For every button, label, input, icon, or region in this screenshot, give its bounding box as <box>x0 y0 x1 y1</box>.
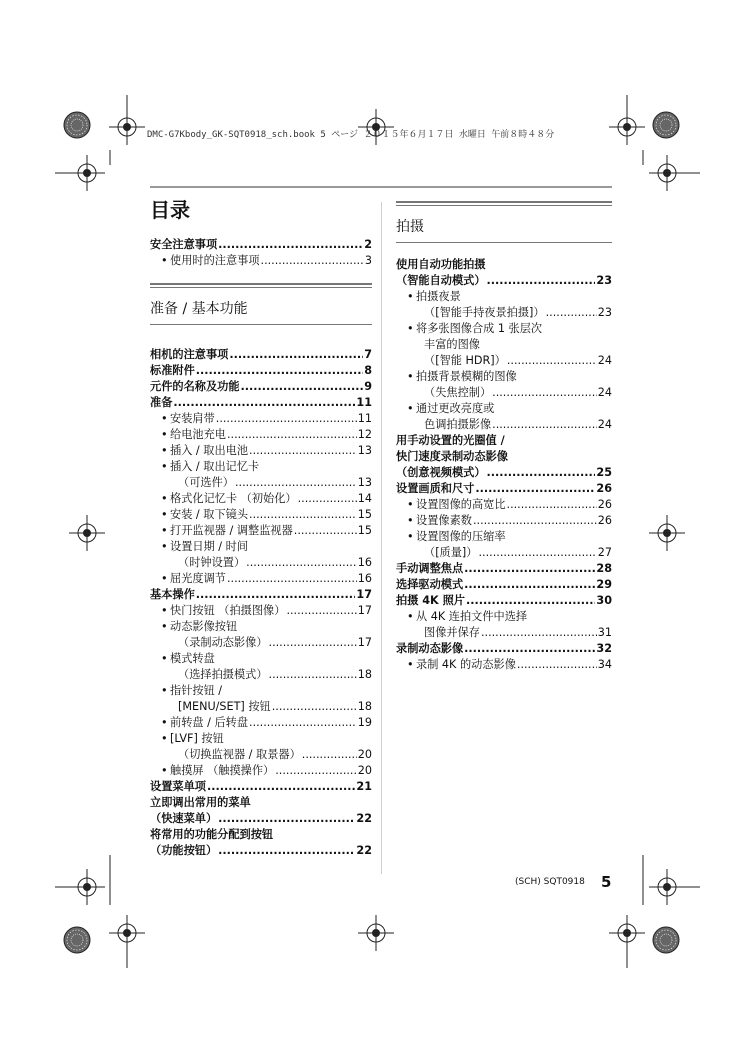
toc-entry <box>150 395 372 411</box>
dot-leader <box>466 593 595 609</box>
toc-page-number: 29 <box>596 578 612 591</box>
dot-leader <box>227 571 357 587</box>
dot-leader <box>294 523 357 539</box>
toc-entry <box>396 513 612 529</box>
toc-entry-text: 色调拍摄影像 <box>424 418 492 431</box>
section-rule <box>396 201 612 203</box>
toc-entry-text: 安装 / 取下镜头 <box>170 508 249 521</box>
toc-entry <box>150 427 372 443</box>
toc-entry-text: 通过更改亮度或 <box>416 402 495 415</box>
toc-page-number: 11 <box>357 412 372 425</box>
toc-entry-text: 触摸屏 （触摸操作） <box>170 764 275 777</box>
toc-entry-text: 给电池充电 <box>170 428 226 441</box>
bullet-icon: • <box>161 460 168 473</box>
dot-leader <box>272 699 357 715</box>
toc-page-number: 20 <box>357 748 372 761</box>
toc-page-number: 21 <box>356 780 372 793</box>
toc-entry-text: 设置图像的高宽比 <box>416 498 506 511</box>
dot-leader <box>546 305 597 321</box>
toc-entry-text: 快门速度录制动态影像 <box>396 450 508 463</box>
toc-entry <box>150 587 372 603</box>
toc-entry-text: 录制动态影像 <box>396 642 464 655</box>
bullet-icon: • <box>407 290 414 303</box>
toc-page-number: 25 <box>596 466 612 479</box>
toc-page-number: 8 <box>364 364 372 377</box>
dot-leader <box>487 465 596 481</box>
dot-leader <box>481 625 597 641</box>
bullet-icon: • <box>161 412 168 425</box>
bullet-icon: • <box>161 492 168 505</box>
toc-entry-text: 图像并保存 <box>424 626 480 639</box>
dot-leader <box>302 747 357 763</box>
toc-page-number: 24 <box>597 354 612 367</box>
dot-leader <box>275 763 357 779</box>
dot-leader <box>464 561 595 577</box>
page-number: 5 <box>601 873 612 891</box>
toc-entry <box>396 289 612 321</box>
footer-code: (SCH) SQT0918 <box>515 877 585 887</box>
toc-entry-text: 使用自动功能拍摄 <box>396 258 486 271</box>
bullet-icon: • <box>161 764 168 777</box>
dot-leader <box>286 603 356 619</box>
dot-leader <box>507 353 597 369</box>
toc-entry-text: 使用时的注意事项 <box>170 254 260 267</box>
dot-leader <box>249 507 357 523</box>
toc-page-number: 17 <box>356 588 372 601</box>
dot-leader <box>298 491 357 507</box>
toc-page-number: 13 <box>357 444 372 457</box>
toc-page-number: 23 <box>597 306 612 319</box>
toc-entry-text: 相机的注意事项 <box>150 348 229 361</box>
bullet-icon: • <box>161 620 168 633</box>
toc-page-number: 17 <box>357 604 372 617</box>
bullet-icon: • <box>161 444 168 457</box>
toc-page-number: 26 <box>597 498 612 511</box>
column-divider <box>381 202 382 874</box>
toc-entry-text: 屈光度调节 <box>170 572 226 585</box>
toc-page-number: 9 <box>364 380 372 393</box>
toc-page-number: 16 <box>357 556 372 569</box>
toc-entry <box>396 401 612 433</box>
dot-leader <box>249 715 357 731</box>
toc-entry <box>150 779 372 795</box>
bullet-icon: • <box>161 732 168 745</box>
dot-leader <box>261 253 364 269</box>
toc-page-number: 12 <box>357 428 372 441</box>
toc-entry-text: （时钟设置） <box>178 556 246 569</box>
toc-entry-text: 标准附件 <box>150 364 195 377</box>
toc-page-number: 15 <box>357 524 372 537</box>
toc-entry <box>396 433 612 481</box>
toc-page-number: 13 <box>357 476 372 489</box>
toc-entry-text: （快速菜单） <box>150 812 218 825</box>
bullet-icon: • <box>161 524 168 537</box>
toc-entry <box>150 603 372 619</box>
toc-page-number: 15 <box>357 508 372 521</box>
toc-page-number: 11 <box>356 396 372 409</box>
toc-entry <box>150 651 372 683</box>
section-rule-thin <box>150 287 372 288</box>
dot-leader <box>507 497 597 513</box>
toc-page-number: 2 <box>364 238 372 251</box>
toc-page-number: 27 <box>597 546 612 559</box>
toc-entry <box>150 539 372 571</box>
toc-entry <box>150 237 372 253</box>
dot-leader <box>196 363 363 379</box>
dot-leader <box>218 811 355 827</box>
toc-entry-text: 从 4K 连拍文件中选择 <box>416 610 528 623</box>
toc-entry-text: 设置日期 / 时间 <box>170 540 249 553</box>
toc-entry <box>150 571 372 587</box>
toc-entry-text: 拍摄背景模糊的图像 <box>416 370 517 383</box>
toc-entry-text: 设置菜单项 <box>150 780 206 793</box>
toc-entry-text: 元件的名称及功能 <box>150 380 240 393</box>
dot-leader <box>464 641 595 657</box>
toc-entry <box>396 561 612 577</box>
dot-leader <box>218 237 363 253</box>
toc-entry-text: [MENU/SET] 按钮 <box>178 700 271 713</box>
dot-leader <box>492 417 597 433</box>
dot-leader <box>229 347 363 363</box>
toc-entry-text: 插入 / 取出电池 <box>170 444 249 457</box>
section-rule <box>150 283 372 285</box>
toc-entry-text: 准备 <box>150 396 173 409</box>
toc-page-number: 18 <box>357 700 372 713</box>
toc-entry <box>150 411 372 427</box>
toc-page-number: 26 <box>597 514 612 527</box>
toc-entry-text: 录制 4K 的动态影像 <box>416 658 516 671</box>
toc-entry <box>150 379 372 395</box>
toc-entry-text: （可选件） <box>178 476 234 489</box>
toc-page-number: 14 <box>357 492 372 505</box>
toc-page-number: 22 <box>356 844 372 857</box>
toc-left-column <box>150 188 372 859</box>
dot-leader <box>218 843 355 859</box>
toc-entry-text: （选择拍摄模式） <box>178 668 268 681</box>
toc-entry <box>396 257 612 289</box>
toc-entry <box>396 529 612 561</box>
toc-entry-text: 前转盘 / 后转盘 <box>170 716 249 729</box>
toc-entry <box>150 491 372 507</box>
dot-leader <box>517 657 597 673</box>
toc-entry <box>150 619 372 651</box>
dot-leader <box>207 779 355 795</box>
toc-entry-text: 模式转盘 <box>170 652 215 665</box>
bullet-icon: • <box>407 514 414 527</box>
toc-entry-text: 将常用的功能分配到按钮 <box>150 828 274 841</box>
dot-leader <box>475 481 595 497</box>
dot-leader <box>241 379 364 395</box>
bullet-icon: • <box>161 540 168 553</box>
bullet-icon: • <box>161 652 168 665</box>
dot-leader <box>492 385 597 401</box>
toc-entry <box>150 827 372 859</box>
toc-entry-text: （[智能 HDR]） <box>424 354 506 367</box>
toc-entry-text: （失焦控制） <box>424 386 492 399</box>
bullet-icon: • <box>407 530 414 543</box>
toc-entry-text: 将多张图像合成 1 张层次 <box>416 322 543 335</box>
bullet-icon: • <box>407 370 414 383</box>
dot-leader <box>173 395 355 411</box>
toc-entry-text: 拍摄 4K 照片 <box>396 594 465 607</box>
toc-entry <box>150 363 372 379</box>
toc-entry <box>396 321 612 369</box>
toc-entry-text: （切换监视器 / 取景器） <box>178 748 301 761</box>
toc-page-number: 30 <box>596 594 612 607</box>
toc-page-number: 18 <box>357 668 372 681</box>
toc-entry-text: 动态影像按钮 <box>170 620 238 633</box>
toc-entry-text: （录制动态影像） <box>178 636 268 649</box>
toc-entry-text: （智能自动模式） <box>396 274 486 287</box>
dot-leader <box>487 273 596 289</box>
toc-entry <box>396 481 612 497</box>
toc-page-number: 16 <box>357 572 372 585</box>
toc-page-number: 17 <box>357 636 372 649</box>
toc-entry-text: 快门按钮 （拍摄图像） <box>170 604 286 617</box>
toc-entry <box>150 459 372 491</box>
dot-leader <box>246 555 357 571</box>
section-title-recording: 拍摄 <box>396 219 424 235</box>
toc-entry-text: 设置图像的压缩率 <box>416 530 506 543</box>
toc-entry <box>396 657 612 673</box>
bullet-icon: • <box>161 428 168 441</box>
toc-entry-text: （创意视频模式） <box>396 466 486 479</box>
dot-leader <box>235 475 357 491</box>
toc-entry <box>396 497 612 513</box>
toc-entry-text: （[智能手持夜景拍摄]） <box>424 306 545 319</box>
bullet-icon: • <box>161 254 168 267</box>
toc-page-number: 20 <box>357 764 372 777</box>
bullet-icon: • <box>407 610 414 623</box>
basic-entries <box>150 347 372 859</box>
toc-entry <box>150 253 372 269</box>
toc-entry <box>150 347 372 363</box>
bullet-icon: • <box>161 716 168 729</box>
dot-leader <box>216 411 357 427</box>
intro-entries <box>150 237 372 269</box>
toc-entry-text: 选择驱动模式 <box>396 578 464 591</box>
toc-entry-text: 拍摄夜景 <box>416 290 461 303</box>
toc-page-number: 32 <box>596 642 612 655</box>
dot-leader <box>269 667 357 683</box>
dot-leader <box>227 427 357 443</box>
dot-leader <box>249 443 357 459</box>
toc-entry-text: 手动调整焦点 <box>396 562 464 575</box>
toc-entry-text: 立即调出常用的菜单 <box>150 796 251 809</box>
dot-leader <box>478 545 596 561</box>
toc-page-number: 3 <box>364 254 372 267</box>
toc-entry <box>150 683 372 715</box>
toc-right-column <box>396 201 612 673</box>
recording-entries <box>396 257 612 673</box>
dot-leader <box>464 577 595 593</box>
toc-title: 目录 <box>150 198 190 222</box>
toc-entry-text: 设置像素数 <box>416 514 472 527</box>
toc-page-number: 24 <box>597 418 612 431</box>
toc-entry-text: 丰富的图像 <box>424 338 480 351</box>
toc-page-number: 34 <box>597 658 612 671</box>
toc-entry <box>396 577 612 593</box>
toc-entry-text: （功能按钮） <box>150 844 218 857</box>
bullet-icon: • <box>161 508 168 521</box>
toc-entry-text: 安全注意事项 <box>150 238 218 251</box>
bullet-icon: • <box>407 658 414 671</box>
toc-entry <box>150 795 372 827</box>
toc-entry <box>396 593 612 609</box>
toc-entry <box>150 523 372 539</box>
dot-leader <box>196 587 356 603</box>
toc-page-number: 31 <box>597 626 612 639</box>
toc-entry <box>396 609 612 641</box>
bullet-icon: • <box>407 322 414 335</box>
toc-page-number: 26 <box>596 482 612 495</box>
dot-leader <box>473 513 597 529</box>
toc-entry-text: 设置画质和尺寸 <box>396 482 475 495</box>
bullet-icon: • <box>407 402 414 415</box>
toc-entry <box>150 763 372 779</box>
toc-page-number: 28 <box>596 562 612 575</box>
section-title-basic: 准备 / 基本功能 <box>150 301 248 317</box>
toc-entry-text: （[质量]） <box>424 546 478 559</box>
toc-entry-text: 插入 / 取出记忆卡 <box>170 460 260 473</box>
toc-entry <box>150 731 372 763</box>
section-rule-thin <box>396 205 612 206</box>
bullet-icon: • <box>161 604 168 617</box>
toc-page-number: 23 <box>596 274 612 287</box>
toc-entry-text: 打开监视器 / 调整监视器 <box>170 524 293 537</box>
bullet-icon: • <box>161 572 168 585</box>
toc-entry-text: 用手动设置的光圈值 / <box>396 434 505 447</box>
dot-leader <box>269 635 357 651</box>
bullet-icon: • <box>161 684 168 697</box>
toc-entry-text: 安装肩带 <box>170 412 215 425</box>
toc-entry <box>396 641 612 657</box>
toc-page-number: 24 <box>597 386 612 399</box>
toc-entry <box>150 507 372 523</box>
toc-page-number: 7 <box>364 348 372 361</box>
toc-entry-text: [LVF] 按钮 <box>170 732 224 745</box>
toc-page-number: 19 <box>357 716 372 729</box>
toc-entry-text: 基本操作 <box>150 588 195 601</box>
toc-entry <box>150 443 372 459</box>
toc-entry <box>396 369 612 401</box>
bullet-icon: • <box>407 498 414 511</box>
toc-entry <box>150 715 372 731</box>
toc-entry-text: 格式化记忆卡 （初始化） <box>170 492 297 505</box>
toc-entry-text: 指针按钮 / <box>170 684 223 697</box>
print-file-info: DMC-G7Kbody_GK-SQT0918_sch.book 5 ページ ２０１５年６月１７日 水曜日 午前８時４８分 <box>147 130 555 140</box>
toc-page-number: 22 <box>356 812 372 825</box>
